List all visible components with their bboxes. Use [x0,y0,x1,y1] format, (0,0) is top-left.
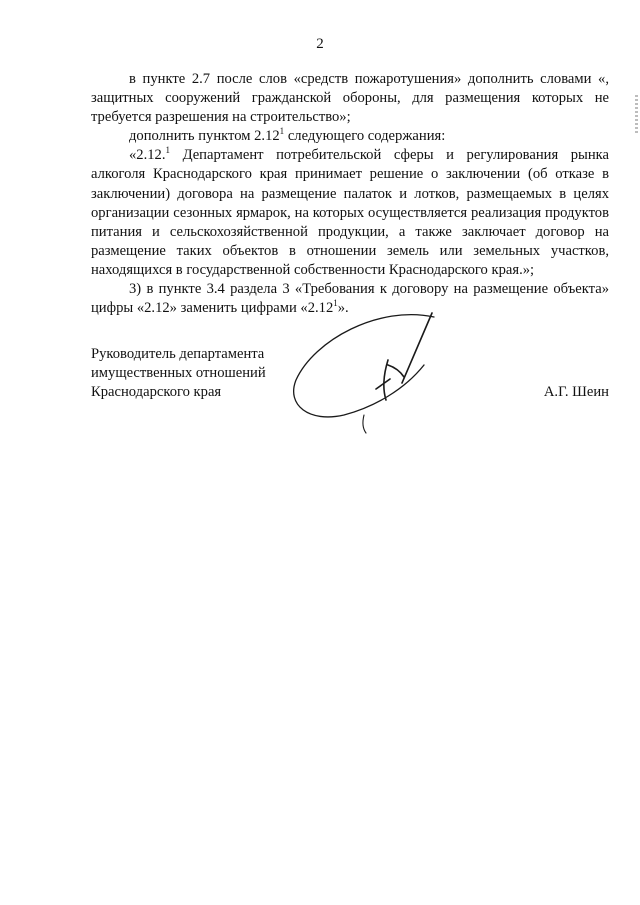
margin-scan-mark [635,95,638,135]
handwritten-signature [284,305,454,435]
signer-title-line: Руководитель департамента [91,346,265,362]
signer-title [91,345,266,402]
document-body [91,70,609,318]
paragraph-item-2-7 [91,70,609,127]
page-number: 2 [316,36,324,52]
paragraph-text: ». [337,300,349,317]
signer-name: А.Г. Шеин [543,384,609,400]
paragraph-text: в пункте 2.7 после слов «средств пожаротушения» дополнить словами «, защитных сооружений гражданской обороны, для размещения которых не требуется разрешения на строительство»; [91,71,609,126]
signer-title-line: Краснодарского края [91,384,222,401]
paragraph-item-2-12-1-text [91,146,609,280]
superscript: 1 [333,298,338,309]
superscript: 1 [165,145,170,156]
paragraph-text: дополнить пунктом 2.12 [129,128,280,145]
paragraph-text: следующего содержания: [284,128,446,145]
paragraph-text: Департамент потребительской сферы и регулирования рынка алкоголя Краснодарского края принимает решение о заключении (об отказе в заключении) договора на размещение палаток и лотков, размещаемых в целях организации сезонных ярмарок, на которых осуществляется реализация продуктов питания и сельскохозяйственной продукции, а также заключает договор на размещение таких объектов в отношении земель или земельных участков, находящихся в государственной собственности Краснодарского края.»; [91,147,609,278]
superscript: 1 [279,126,285,137]
paragraph-text: «2.12. [129,147,166,164]
signer-title-line: имущественных отношений [91,365,266,382]
paragraph-add-item-2-12-1 [91,127,609,146]
paragraph-text: 3) в пункте 3.4 раздела 3 «Требования к договору на размещение объекта» цифры «2.12» заменить цифрами «2.12 [91,281,609,317]
